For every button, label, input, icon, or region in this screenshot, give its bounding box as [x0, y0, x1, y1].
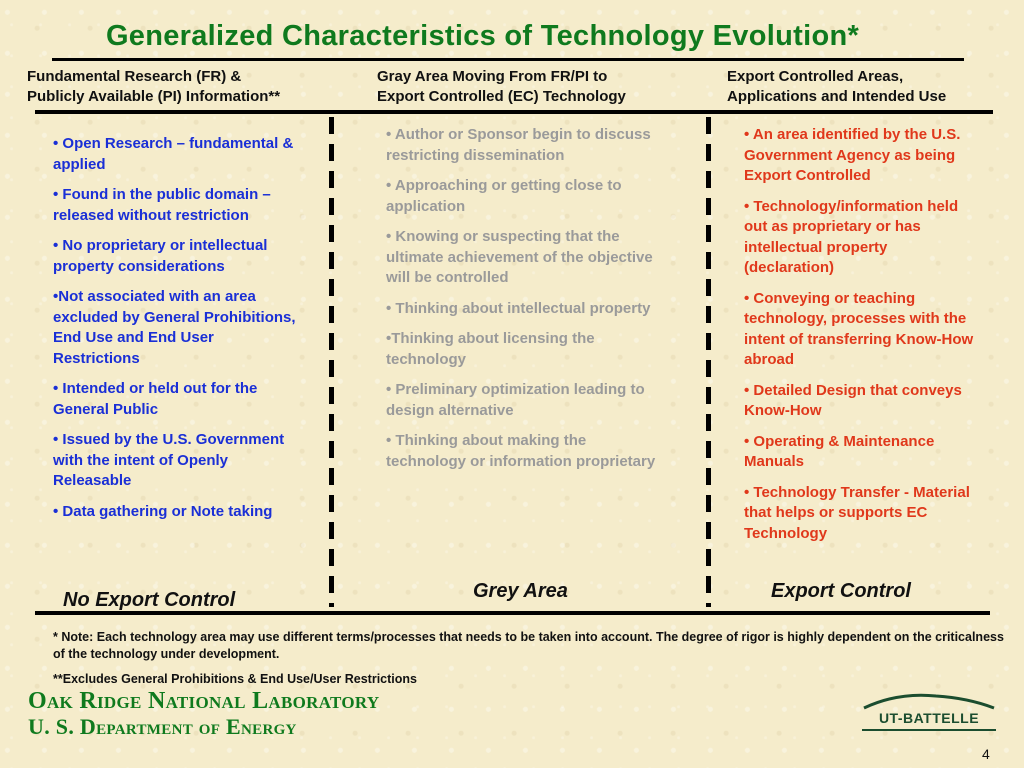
dashed-divider-right	[706, 117, 711, 607]
list-item: • Issued by the U.S. Government with the intent of Openly Releasable	[53, 431, 285, 489]
list-item: • No proprietary or intellectual property considerations	[53, 237, 268, 275]
list-item: •Thinking about licensing the technology	[386, 330, 595, 368]
title-underline	[52, 58, 964, 61]
list-item: • Intended or held out for the General Public	[53, 380, 258, 418]
list-item: • Data gathering or Note taking	[53, 502, 273, 520]
column-heading-fundamental-research: Fundamental Research (FR) & Publicly Available (PI) Information**	[27, 68, 281, 105]
list-item: • Found in the public domain – released without restriction	[53, 186, 271, 224]
footnote-rigor: * Note: Each technology area may use different terms/processes that needs to be taken into account. The degree of rigor is highly dependent on the criticalness of the technology under development.	[53, 630, 1004, 661]
no-export-control-list	[53, 134, 298, 532]
list-item: • Technology/information held out as proprietary or has intellectual property (declaration)	[744, 197, 959, 276]
bottom-divider	[35, 611, 990, 615]
logo-text: UT-BATTELLE	[878, 710, 980, 726]
list-item: • Operating & Maintenance Manuals	[744, 432, 935, 470]
list-item: • Approaching or getting close to application	[386, 177, 622, 215]
footnote-exclusions: **Excludes General Prohibitions & End Use/User Restrictions	[53, 672, 417, 686]
list-item: • Thinking about making the technology or information proprietary	[386, 432, 656, 470]
list-item: • Preliminary optimization leading to design alternative	[386, 381, 645, 419]
export-control-list	[744, 125, 979, 554]
list-item: •Not associated with an area excluded by General Prohibitions, End Use and End User Restrictions	[53, 288, 296, 367]
dashed-divider-left	[329, 117, 334, 607]
org-name-ornl: Oak Ridge National Laboratory	[28, 688, 380, 714]
ut-battelle-logo	[858, 688, 1000, 736]
list-item: • Author or Sponsor begin to discuss restricting dissemination	[386, 126, 651, 164]
list-item: • Technology Transfer - Material that helps or supports EC Technology	[744, 483, 970, 542]
zone-label-no-export-control: No Export Control	[63, 589, 236, 611]
slide-title: Generalized Characteristics of Technology Evolution*	[105, 20, 860, 52]
grey-area-list	[386, 125, 656, 482]
list-item: • Conveying or teaching technology, processes with the intent of transferring Know-How abroad	[744, 289, 974, 368]
column-heading-gray-area: Gray Area Moving From FR/PI to Export Controlled (EC) Technology	[377, 68, 626, 105]
list-item: • Thinking about intellectual property	[386, 299, 651, 317]
top-divider	[35, 110, 993, 114]
list-item: • Detailed Design that conveys Know-How	[744, 381, 962, 419]
page-number: 4	[982, 746, 990, 762]
org-name-doe: U. S. Department of Energy	[28, 714, 297, 739]
list-item: • An area identified by the U.S. Government Agency as being Export Controlled	[744, 126, 961, 184]
list-item: • Knowing or suspecting that the ultimate achievement of the objective will be controlled	[386, 228, 653, 286]
zone-label-export-control: Export Control	[771, 580, 911, 602]
column-heading-export-controlled: Export Controlled Areas, Applications and Intended Use	[727, 68, 947, 105]
list-item: • Open Research – fundamental & applied	[53, 135, 294, 173]
zone-label-grey-area: Grey Area	[473, 580, 568, 602]
